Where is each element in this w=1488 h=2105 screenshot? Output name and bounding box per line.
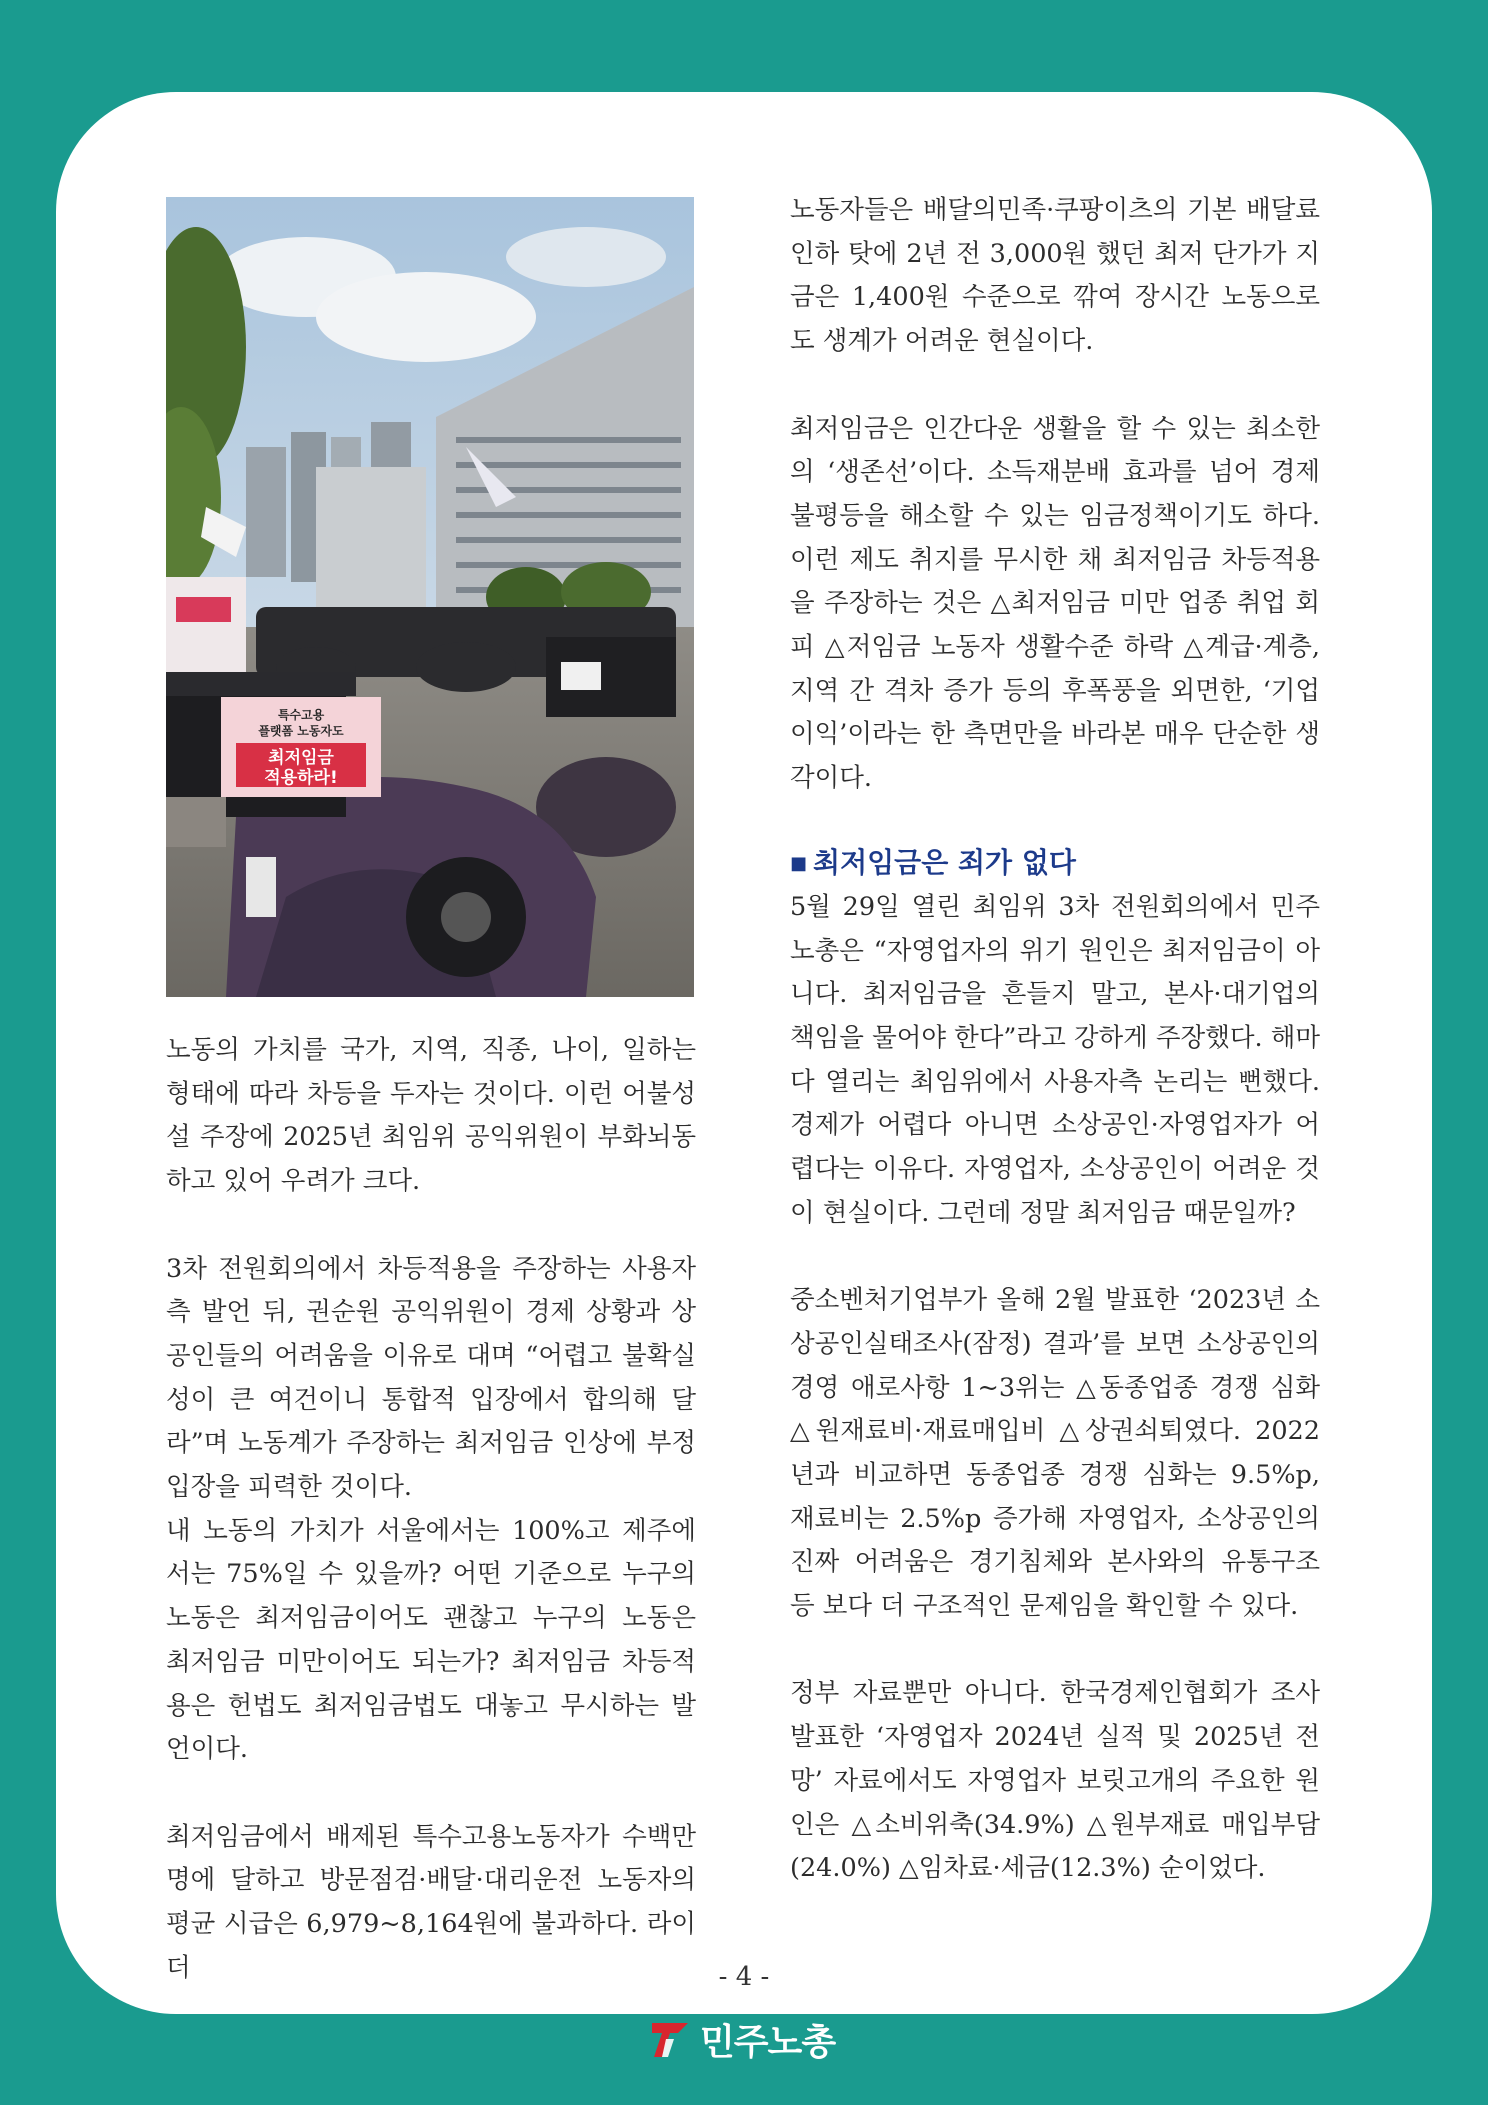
right-paragraph-3: 5월 29일 열린 최임위 3차 전원회의에서 민주노총은 “자영업자의 위기 원인은 최저임금이 아니다. 최저임금을 흔들지 말고, 본사·대기업의 책임을 물어야 한다”라고 강하게 주장했다. 해마다 열리는 최임위에서 사용자측 논리는 뻔했다. 경제가 어렵다 아니면 소상공인·자영업자가 어렵다는 이유다. 자영업자, 소상공인이 어려운 것이 현실이다. 그런데 정말 최저임금 때문일까? (790, 891, 1320, 1228)
page-number: - 4 - (718, 1962, 770, 1992)
sign-line-3: 최저임금 (268, 748, 334, 768)
left-paragraph-2: 3차 전원회의에서 차등적용을 주장하는 사용자측 발언 뒤, 권순원 공익위원이 경제 상황과 상공인들의 어려움을 이유로 대며 “어렵고 불확실성이 큰 여건이니 통합적 입장에서 합의해 달라”며 노동계가 주장하는 최저임금 인상에 부정 입장을 피력한 것이다. (166, 1253, 696, 1503)
rally-photo (166, 197, 694, 997)
sign-line-4: 적용하라! (264, 768, 338, 788)
right-paragraph-2: 최저임금은 인간다운 생활을 할 수 있는 최소한의 ‘생존선’이다. 소득재분배 효과를 넘어 경제 불평등을 해소할 수 있는 임금정책이기도 하다. 이런 제도 취지를 무시한 채 최저임금 차등적용을 주장하는 것은 △최저임금 미만 업종 취업 회피 △저임금 노동자 생활수준 하락 △계급·계층, 지역 간 격차 증가 등의 후폭풍을 외면한, ‘기업 이익’이라는 한 측면만을 바라본 매우 단순한 생각이다. (790, 413, 1320, 794)
section-heading-text: 최저임금은 죄가 없다 (813, 845, 1076, 879)
sign-line-1: 특수고용 (277, 708, 325, 722)
org-name: 민주노총 (700, 2021, 836, 2063)
section-heading (790, 841, 1320, 886)
right-paragraph-5: 정부 자료뿐만 아니다. 한국경제인협회가 조사 발표한 ‘자영업자 2024년 실적 및 2025년 전망’ 자료에서도 자영업자 보릿고개의 주요한 원인은 △소비위축(34.9%) △원부재료 매입부담(24.0%) △임차료·세금(12.3%) 순이었다. (790, 1678, 1320, 1884)
heading-bullet-icon: ■ (790, 852, 808, 874)
right-column (790, 189, 1320, 1891)
right-paragraph-1: 노동자들은 배달의민족·쿠팡이츠의 기본 배달료 인하 탓에 2년 전 3,000원 했던 최저 단가가 지금은 1,400원 수준으로 깎여 장시간 노동으로도 생계가 어려운 현실이다. (790, 195, 1320, 357)
left-paragraph-4: 최저임금에서 배제된 특수고용노동자가 수백만 명에 달하고 방문점검·배달·대리운전 노동자의 평균 시급은 6,979~8,164원에 불과하다. 라이더 (166, 1821, 696, 1983)
footer-logo (648, 2016, 835, 2062)
protest-sign (221, 697, 381, 797)
right-paragraph-4: 중소벤처기업부가 올해 2월 발표한 ‘2023년 소상공인실태조사(잠정) 결과’를 보면 소상공인의 경영 애로사항 1~3위는 △동종업종 경쟁 심화 △원재료비·재료매입비 △상권쇠퇴였다. 2022년과 비교하면 동종업종 경쟁 심화는 9.5%p, 재료비는 2.5%p 증가해 자영업자, 소상공인의 진짜 어려움은 경기침체와 본사와의 유통구조 등 보다 더 구조적인 문제임을 확인할 수 있다. (790, 1285, 1320, 1622)
kctu-logo-icon (648, 2017, 692, 2061)
left-column (166, 1029, 696, 1990)
left-paragraph-3: 내 노동의 가치가 서울에서는 100%고 제주에서는 75%일 수 있을까? 어떤 기준으로 누구의 노동은 최저임금이어도 괜찮고 누구의 노동은 최저임금 미만이어도 되는가? 최저임금 차등적용은 헌법도 최저임금법도 대놓고 무시하는 발언이다. (166, 1515, 696, 1765)
left-paragraph-1: 노동의 가치를 국가, 지역, 직종, 나이, 일하는 형태에 따라 차등을 두자는 것이다. 이런 어불성설 주장에 2025년 최임위 공익위원이 부화뇌동하고 있어 우려가 크다. (166, 1035, 696, 1197)
sign-line-2: 플랫폼 노동자도 (258, 724, 344, 738)
